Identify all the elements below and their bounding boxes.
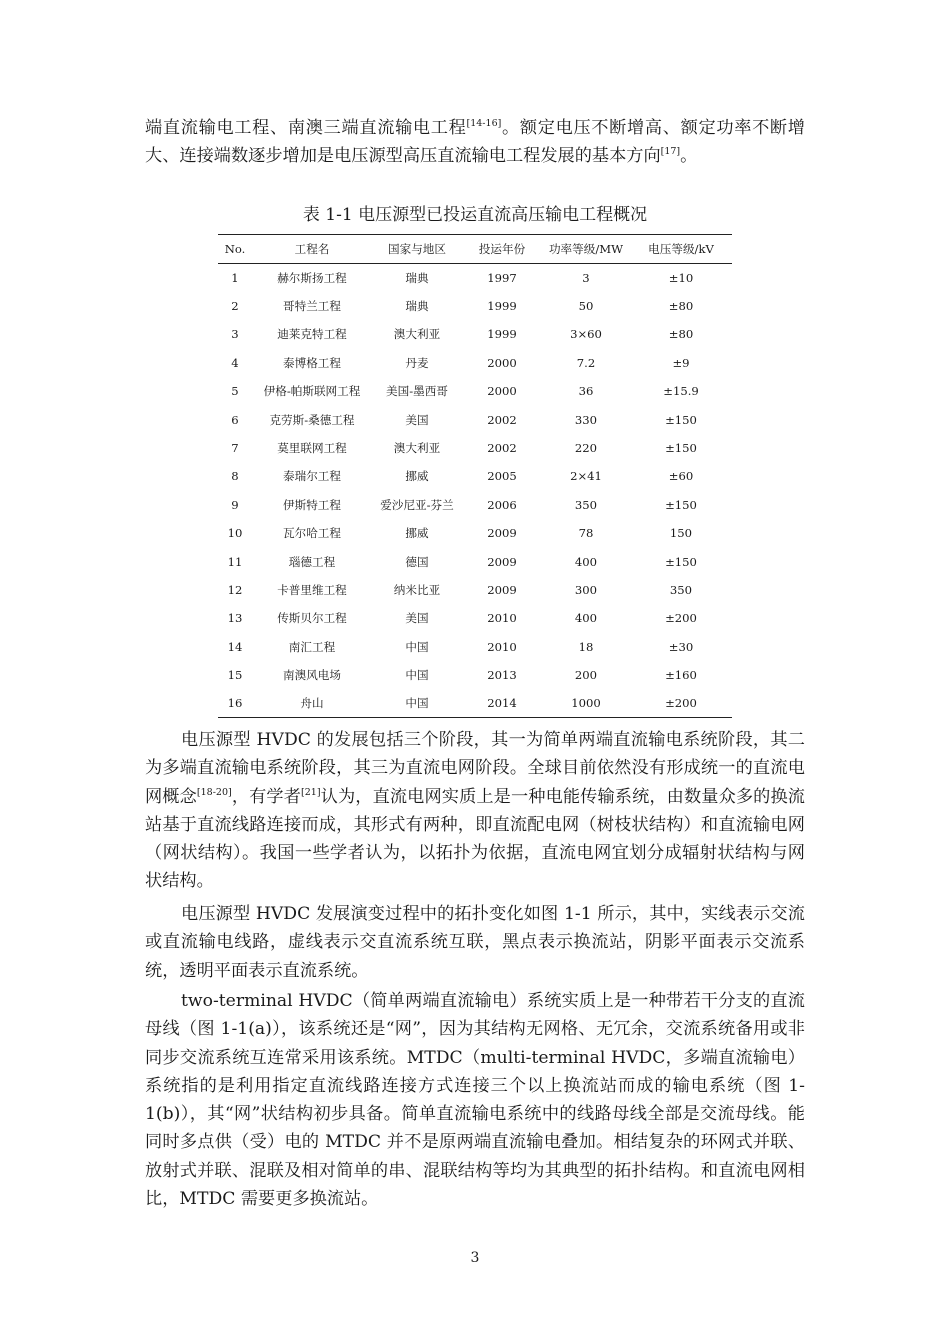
para1-text-3: 认为，直流电网实质上是一种电能传输系统，由数量众多的换流站基于直流线路连接而成，其形式有两种，即直流配电网（树枝状结构）和直流输电网（网状结构）。我国一些学者认为，以拓扑为依据，直流电网宜划分成辐射状结构与网状结构。 (145, 786, 805, 892)
table-row (218, 349, 732, 377)
cell-region: 美国 (405, 412, 429, 427)
cell-voltage: ±15.9 (663, 384, 699, 399)
table-row (218, 661, 732, 689)
cell-voltage: 150 (669, 526, 693, 541)
cell-power: 78 (578, 526, 594, 541)
citation-18-20: [18-20] (196, 786, 232, 798)
cell-region: 爱沙尼亚-芬兰 (380, 497, 454, 512)
cell-voltage: ±150 (665, 554, 697, 569)
cell-power: 7.2 (576, 355, 596, 370)
cell-power: 3×60 (570, 327, 602, 342)
cell-region: 澳大利亚 (393, 327, 441, 342)
cell-no: 7 (231, 441, 239, 456)
table-row (218, 264, 732, 292)
cell-no: 11 (227, 554, 243, 569)
cell-power: 2×41 (570, 469, 602, 484)
cell-project-name: 卡普里维工程 (277, 582, 347, 597)
cell-no: 15 (227, 668, 243, 683)
table-row (218, 689, 732, 717)
cell-region: 中国 (405, 696, 429, 711)
cell-no: 16 (227, 696, 243, 711)
table-row (218, 519, 732, 547)
cell-region: 中国 (405, 639, 429, 654)
citation-14-16: [14-16] (466, 118, 502, 129)
cell-power: 18 (578, 639, 594, 654)
table-header-row (218, 235, 732, 264)
cell-project-name: 克劳斯-桑德工程 (269, 412, 355, 427)
cell-year: 2002 (487, 441, 517, 456)
cell-year: 2006 (487, 497, 517, 512)
cell-power: 400 (574, 554, 598, 569)
cell-region: 美国-墨西哥 (386, 384, 448, 399)
cell-year: 2013 (487, 668, 517, 683)
table-header (218, 235, 732, 264)
table-row (218, 604, 732, 632)
table-row (218, 320, 732, 348)
cell-region: 挪威 (405, 526, 429, 541)
cell-project-name: 南澳风电场 (283, 668, 341, 683)
cell-no: 3 (231, 327, 239, 342)
cell-year: 2000 (487, 384, 517, 399)
cell-project-name: 伊格-帕斯联网工程 (263, 384, 361, 399)
cell-region: 瑞典 (405, 270, 429, 285)
para1-text-2: ，有学者 (231, 786, 302, 807)
cell-project-name: 泰博格工程 (283, 355, 341, 370)
cell-power: 1000 (571, 696, 601, 711)
cell-voltage: ±30 (668, 639, 694, 654)
cell-project-name: 迪莱克特工程 (277, 327, 347, 342)
intro-text-3: 。 (680, 146, 698, 167)
cell-no: 6 (231, 412, 239, 427)
table-row (218, 576, 732, 604)
cell-voltage: ±10 (668, 270, 694, 285)
cell-power: 50 (578, 299, 594, 314)
cell-region: 澳大利亚 (393, 441, 441, 456)
table-row (218, 462, 732, 490)
para1-text-1: 电压源型 HVDC 的发展包括三个阶段，其一为简单两端直流输电系统阶段，其二为多端直流输电系统阶段，其三为直流电网阶段。全球目前依然没有形成统一的直流电网概念 (145, 730, 805, 807)
header-project-name: 工程名 (294, 242, 330, 256)
cell-voltage: 350 (669, 582, 693, 597)
intro-paragraph (145, 114, 805, 171)
cell-project-name: 伊斯特工程 (283, 497, 341, 512)
cell-project-name: 瑙德工程 (288, 554, 336, 569)
cell-region: 纳米比亚 (393, 582, 441, 597)
cell-voltage: ±200 (665, 611, 697, 626)
table-body (218, 264, 732, 718)
cell-year: 2009 (487, 582, 517, 597)
cell-power: 350 (574, 497, 598, 512)
cell-power: 400 (574, 611, 598, 626)
vsc-hvdc-projects-table (218, 234, 732, 718)
paragraph-topology-change: 电压源型 HVDC 发展演变过程中的拓扑变化如图 1-1 所示，其中，实线表示交流或直流输电线路，虚线表示交直流系统互联，黑点表示换流站，阴影平面表示交流系统，透明平面表示直流系统。 (145, 904, 805, 981)
cell-voltage: ±160 (665, 668, 697, 683)
cell-year: 2009 (487, 554, 517, 569)
table-row (218, 633, 732, 661)
cell-region: 美国 (405, 611, 429, 626)
intro-text-2: 。额定电压不断增高、额定功率不断增大、连接端数逐步增加是电压源型高压直流输电工程发展的基本方向 (145, 118, 805, 167)
cell-voltage: ±150 (665, 441, 697, 456)
header-year: 投运年份 (478, 242, 526, 256)
cell-no: 12 (227, 582, 243, 597)
cell-no: 5 (231, 384, 239, 399)
cell-region: 中国 (405, 668, 429, 683)
cell-project-name: 哥特兰工程 (283, 299, 341, 314)
cell-year: 1997 (487, 270, 517, 285)
cell-project-name: 赫尔斯扬工程 (277, 270, 347, 285)
cell-power: 36 (578, 384, 594, 399)
cell-voltage: ±200 (665, 696, 697, 711)
cell-voltage: ±150 (665, 497, 697, 512)
table-row (218, 434, 732, 462)
cell-year: 2010 (487, 611, 517, 626)
cell-power: 220 (574, 441, 598, 456)
cell-year: 2014 (487, 696, 517, 711)
cell-region: 丹麦 (405, 355, 429, 370)
cell-region: 德国 (405, 554, 429, 569)
cell-power: 330 (574, 412, 598, 427)
cell-voltage: ±9 (672, 355, 690, 370)
cell-power: 3 (582, 270, 590, 285)
table-row (218, 405, 732, 433)
cell-year: 2005 (487, 469, 517, 484)
cell-power: 300 (574, 582, 598, 597)
cell-year: 2009 (487, 526, 517, 541)
table-row (218, 547, 732, 575)
cell-year: 2002 (487, 412, 517, 427)
cell-power: 200 (574, 668, 598, 683)
cell-region: 瑞典 (405, 299, 429, 314)
header-voltage: 电压等级/kV (648, 242, 714, 256)
cell-no: 14 (227, 639, 243, 654)
cell-no: 2 (231, 299, 239, 314)
cell-year: 2000 (487, 355, 517, 370)
page-number: 3 (470, 1250, 480, 1266)
cell-voltage: ±80 (668, 327, 694, 342)
cell-region: 挪威 (405, 469, 429, 484)
cell-no: 8 (231, 469, 239, 484)
cell-voltage: ±150 (665, 412, 697, 427)
cell-no: 1 (231, 270, 239, 285)
cell-project-name: 舟山 (300, 696, 324, 711)
table-row (218, 491, 732, 519)
paragraph-two-terminal-mtdc: two-terminal HVDC（简单两端直流输电）系统实质上是一种带若干分支的直流母线（图 1-1(a)），该系统还是“网”，因为其结构无网格、无冗余，交流系统备用或非同步交流系统互连常采用该系统。MTDC（multi-terminal HVDC，多端直流输电）系统指的是利用指定直流线路连接方式连接三个以上换流站而成的输电系统（图 1-1(b)），其“网”状结构初步具备。简单直流输电系统中的线路母线全部是交流母线。能同时多点供（受）电的 MTDC 并不是原两端直流输电叠加。相结复杂的环网式并联、放射式并联、混联及相对简单的串、混联结构等均为其典型的拓扑结构。和直流电网相比，MTDC 需要更多换流站。 (145, 991, 805, 1210)
cell-project-name: 泰瑞尔工程 (283, 469, 341, 484)
cell-no: 9 (231, 497, 239, 512)
cell-voltage: ±80 (668, 299, 694, 314)
citation-21: [21] (301, 786, 321, 798)
cell-project-name: 莫里联网工程 (277, 441, 347, 456)
table-row (218, 292, 732, 320)
header-no: No. (224, 242, 246, 256)
table-caption: 表 1-1 电压源型已投运直流高压输电工程概况 (302, 205, 648, 225)
cell-project-name: 传斯贝尔工程 (277, 611, 347, 626)
citation-17: [17] (660, 146, 681, 158)
cell-year: 2010 (487, 639, 517, 654)
table-row (218, 377, 732, 405)
cell-year: 1999 (487, 327, 517, 342)
intro-text-1: 端直流输电工程、南澳三端直流输电工程 (145, 118, 467, 138)
cell-voltage: ±60 (668, 469, 694, 484)
paragraph-development-stages (145, 726, 805, 896)
header-power: 功率等级/MW (548, 242, 624, 256)
cell-year: 1999 (487, 299, 517, 314)
header-region: 国家与地区 (388, 242, 446, 256)
cell-no: 10 (227, 526, 243, 541)
cell-project-name: 南汇工程 (288, 639, 336, 654)
cell-project-name: 瓦尔哈工程 (283, 526, 341, 541)
cell-no: 13 (227, 611, 243, 626)
cell-no: 4 (231, 355, 239, 370)
